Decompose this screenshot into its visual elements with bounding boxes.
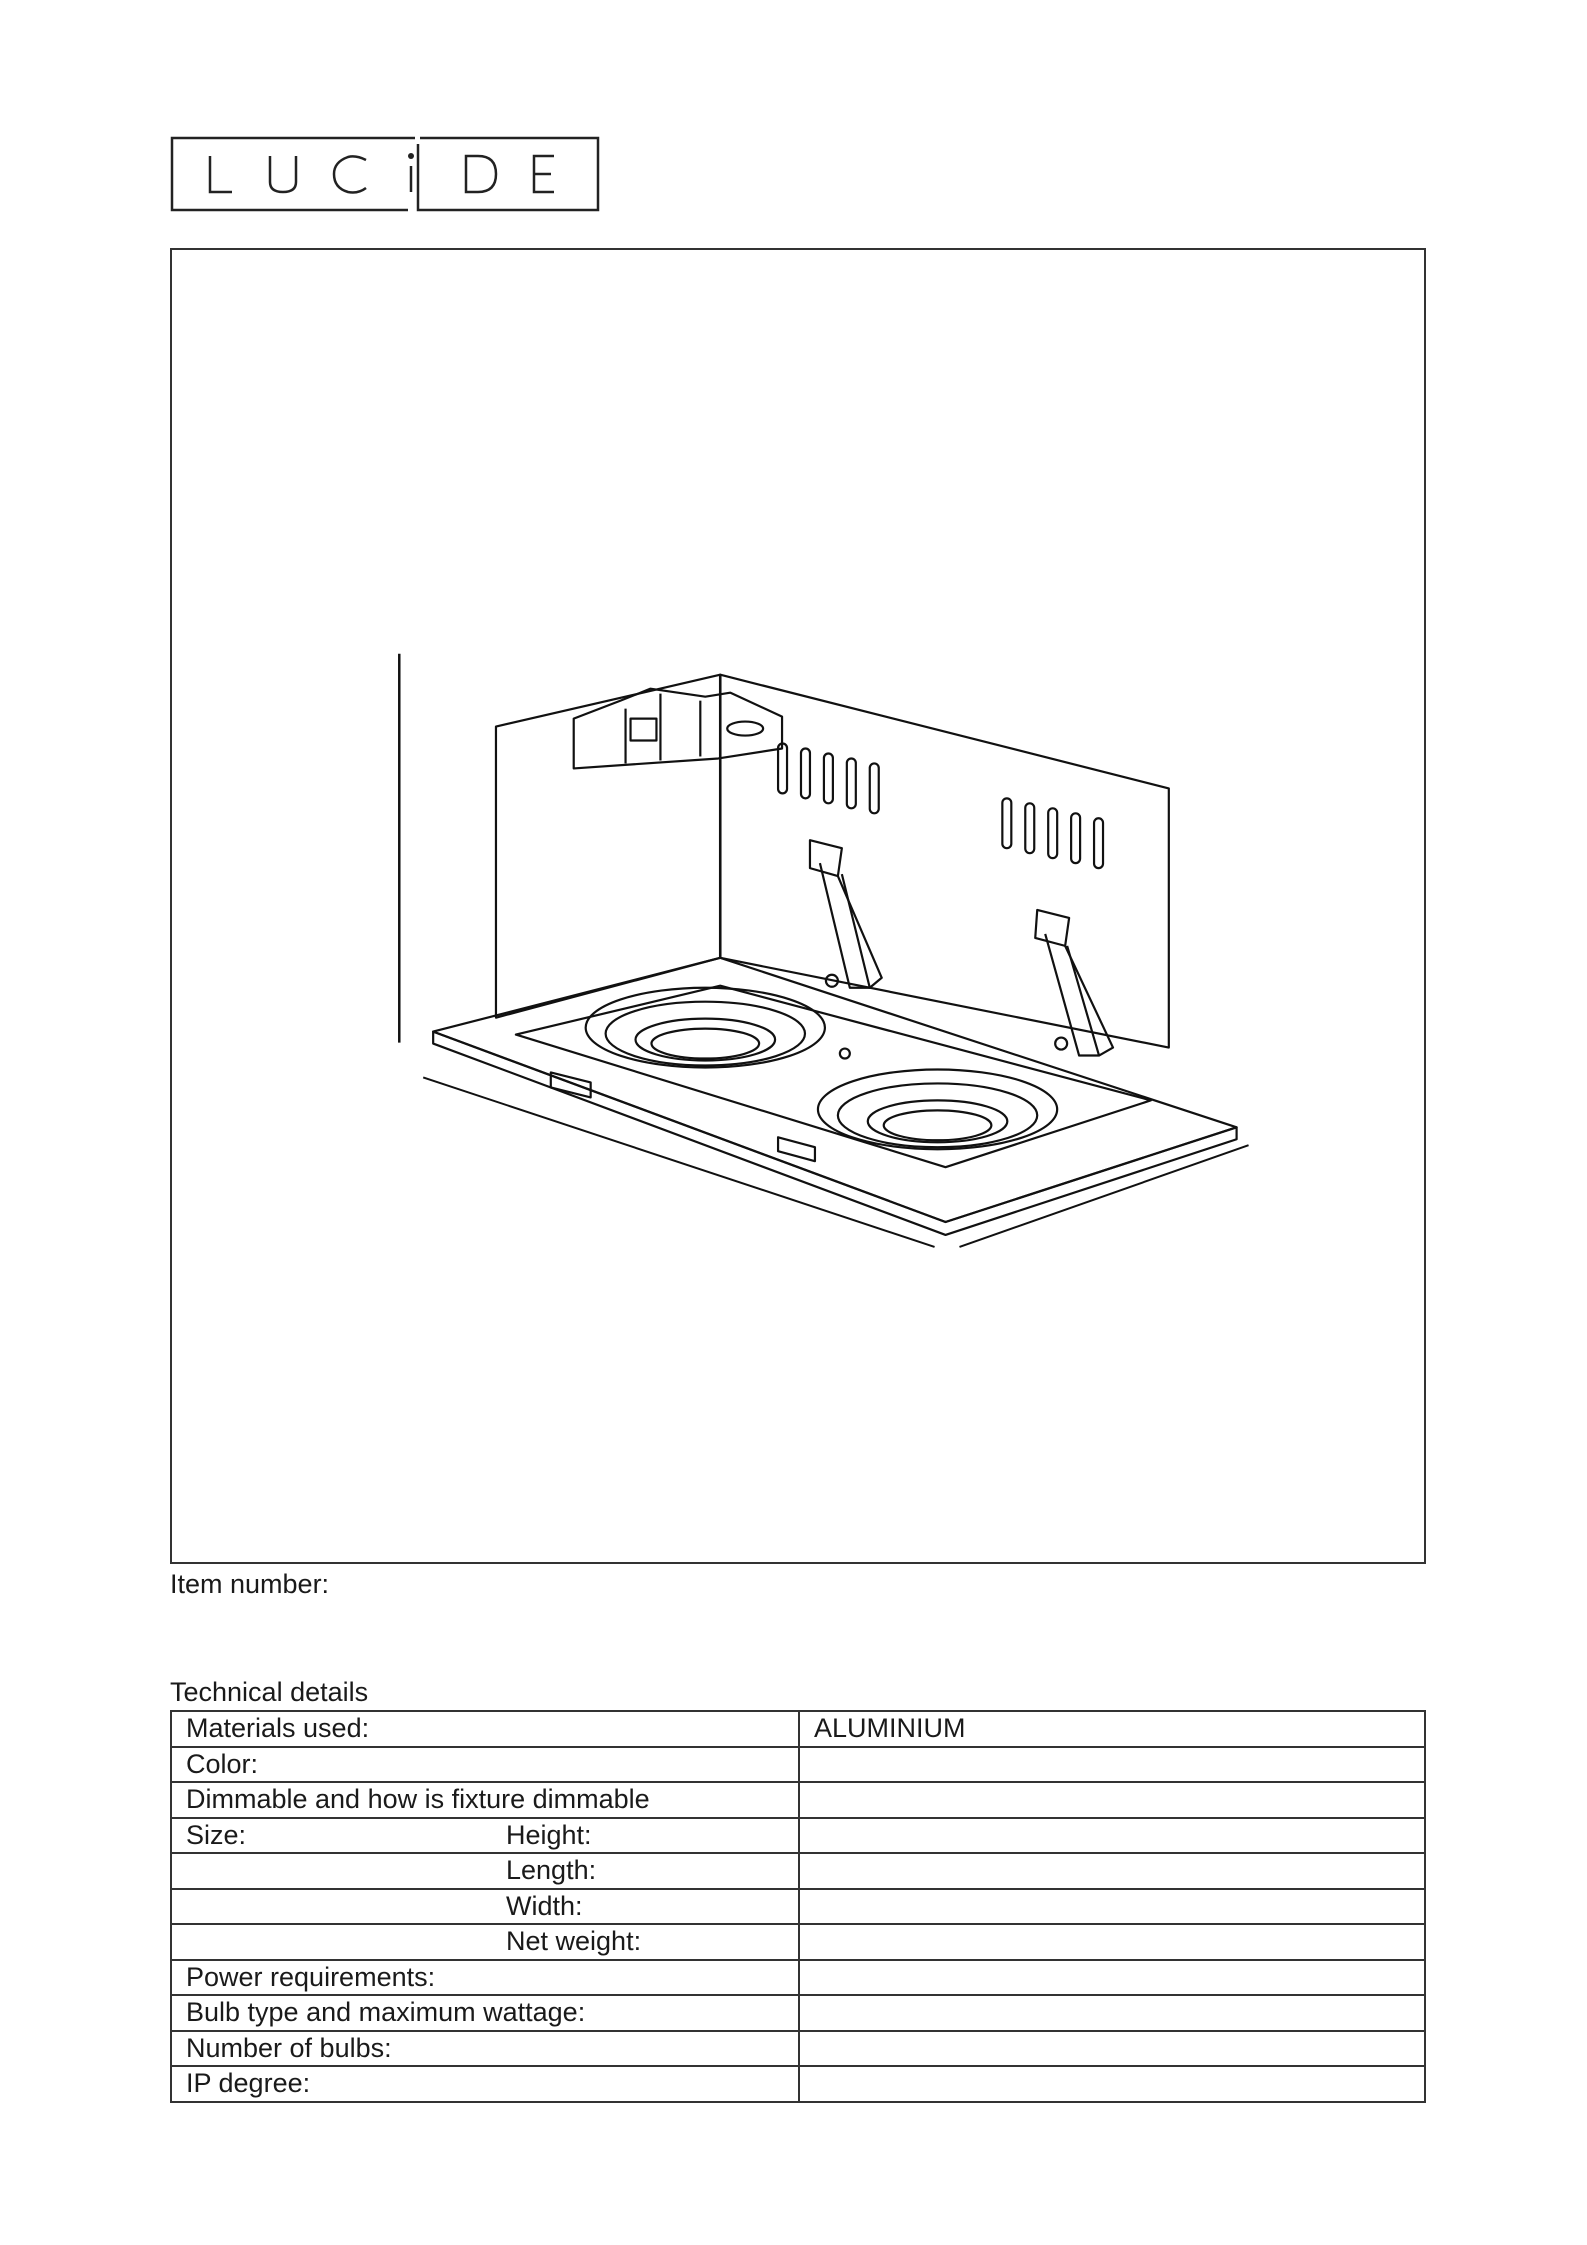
spec-value <box>799 1747 1425 1783</box>
spec-label-cell <box>171 1889 799 1925</box>
spec-row <box>171 2066 1425 2102</box>
spec-value <box>799 2066 1425 2102</box>
spec-value <box>799 1889 1425 1925</box>
spec-label-wrap <box>186 1996 784 2029</box>
spec-label: Size: <box>186 1819 247 1850</box>
spec-row <box>171 1924 1425 1960</box>
spec-row <box>171 1747 1425 1783</box>
lucide-logo <box>170 136 600 212</box>
spec-row <box>171 1711 1425 1747</box>
spec-value: ALUMINIUM <box>799 1711 1425 1747</box>
product-line-drawing <box>172 250 1424 1562</box>
spec-row <box>171 1782 1425 1818</box>
spec-label-wrap <box>186 1925 784 1958</box>
spec-label-wrap <box>186 1961 784 1994</box>
spec-label-cell <box>171 1995 799 2031</box>
technical-details-table <box>170 1710 1426 2103</box>
spec-row <box>171 1960 1425 1996</box>
spec-value <box>799 1782 1425 1818</box>
spec-label-wrap <box>186 1783 784 1816</box>
spec-row <box>171 2031 1425 2067</box>
spec-sublabel: Width: <box>506 1890 583 1921</box>
spec-label-cell <box>171 1853 799 1889</box>
spec-label-wrap <box>186 1748 784 1781</box>
lucide-logo-mark <box>170 136 600 212</box>
spec-value <box>799 1924 1425 1960</box>
spec-label-wrap <box>186 2067 784 2100</box>
spec-label <box>186 1926 194 1956</box>
spec-label: Number of bulbs: <box>186 2032 392 2063</box>
spec-sublabel: Height: <box>506 1819 592 1850</box>
spec-label: Dimmable and how is fixture dimmable <box>186 1784 650 1815</box>
spec-row <box>171 1889 1425 1925</box>
spec-label-wrap <box>186 1819 784 1852</box>
spec-label-wrap <box>186 1854 784 1887</box>
spec-label-cell <box>171 1818 799 1854</box>
spec-label: Power requirements: <box>186 1961 436 1992</box>
spec-label: Color: <box>186 1748 259 1779</box>
spec-label-cell <box>171 1747 799 1783</box>
spec-row <box>171 1853 1425 1889</box>
spec-label-wrap <box>186 1712 784 1745</box>
spec-value <box>799 1960 1425 1996</box>
spec-value <box>799 1818 1425 1854</box>
spec-value <box>799 1995 1425 2031</box>
spec-label-wrap <box>186 2032 784 2065</box>
spec-label-cell <box>171 1782 799 1818</box>
spec-label-cell <box>171 1711 799 1747</box>
spec-label-cell <box>171 1924 799 1960</box>
spec-label: Bulb type and maximum wattage: <box>186 1997 586 2028</box>
product-drawing-frame <box>170 248 1426 1564</box>
spec-label: Materials used: <box>186 1713 370 1744</box>
spec-value <box>799 1853 1425 1889</box>
spec-label-wrap <box>186 1890 784 1923</box>
spec-label-cell <box>171 2066 799 2102</box>
spec-label-cell <box>171 1960 799 1996</box>
spec-row <box>171 1995 1425 2031</box>
spec-label <box>186 1891 194 1921</box>
spec-row <box>171 1818 1425 1854</box>
spec-sublabel: Length: <box>506 1855 597 1886</box>
item-number-label: Item number: <box>170 1569 330 1599</box>
spec-sublabel: Net weight: <box>506 1926 642 1957</box>
spec-label-cell <box>171 2031 799 2067</box>
technical-details-title: Technical details <box>170 1677 369 1707</box>
spec-label: IP degree: <box>186 2068 311 2099</box>
spec-value <box>799 2031 1425 2067</box>
spec-label <box>186 1855 194 1885</box>
